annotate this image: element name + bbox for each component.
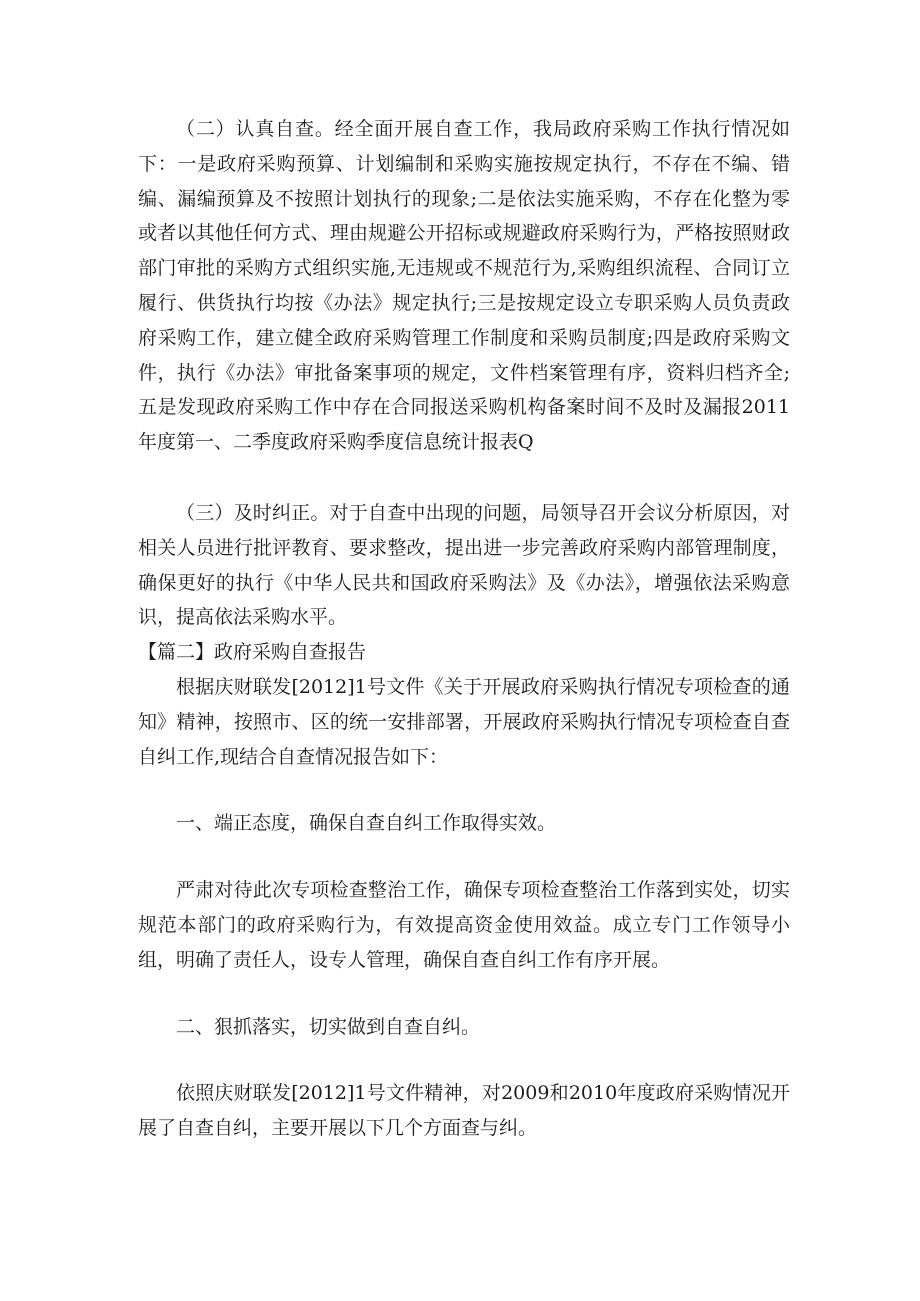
paragraph-self-inspection: （二）认真自查。经全面开展自查工作，我局政府采购工作执行情况如下：一是政府采购预算、计划编制和采购实施按规定执行，不存在不编、错编、漏编预算及不按照计划执行的现象;二是依法实施采购，不存在化整为零或者以其他任何方式、理由规避公开招标或规避政府采购行为，严格按照财政部门审批的采购方式组织实施,无违规或不规范行为,采购组织流程、合同订立履行、供货执行均按《办法》规定执行;三是按规定设立专职采购人员负责政府采购工作，建立健全政府采购管理工作制度和采购员制度;四是政府采购文件，执行《办法》审批备案事项的规定，文件档案管理有序，资料归档齐全;五是发现政府采购工作中存在合同报送采购机构备案时间不及时及漏报2011年度第一、二季度政府采购季度信息统计报表Q: [138, 118, 790, 454]
paragraph-implementation: 依照庆财联发[2012]1号文件精神，对2009和2010年度政府采购情况开展了自查自纠，主要开展以下几个方面查与纠。: [138, 1082, 790, 1140]
paragraph-basis: 根据庆财联发[2012]1号文件《关于开展政府采购执行情况专项检查的通知》精神，按照市、区的统一安排部署，开展政府采购执行情况专项检查自查自纠工作,现结合自查情况报告如下：: [138, 675, 790, 768]
subheading-implementation: 二、狠抓落实，切实做到自查自纠。: [176, 1015, 481, 1038]
subheading-attitude: 一、端正态度，确保自查自纠工作取得实效。: [176, 812, 557, 835]
paragraph-timely-correction: （三）及时纠正。对于自查中出现的问题，局领导召开会议分析原因，对相关人员进行批评教育、要求整改，提出进一步完善政府采购内部管理制度，确保更好的执行《中华人民共和国政府采购法》及《办法》，增强依法采购意识，提高依法采购水平。: [138, 501, 790, 629]
paragraph-attitude: 严肃对待此次专项检查整治工作，确保专项检查整治工作落到实处，切实规范本部门的政府采购行为，有效提高资金使用效益。成立专门工作领导小组，明确了责任人，设专人管理，确保自查自纠工作有序开展。: [138, 879, 790, 971]
section-heading: 【篇二】政府采购自查报告: [138, 641, 367, 664]
document-body: [138, 112, 790, 1146]
